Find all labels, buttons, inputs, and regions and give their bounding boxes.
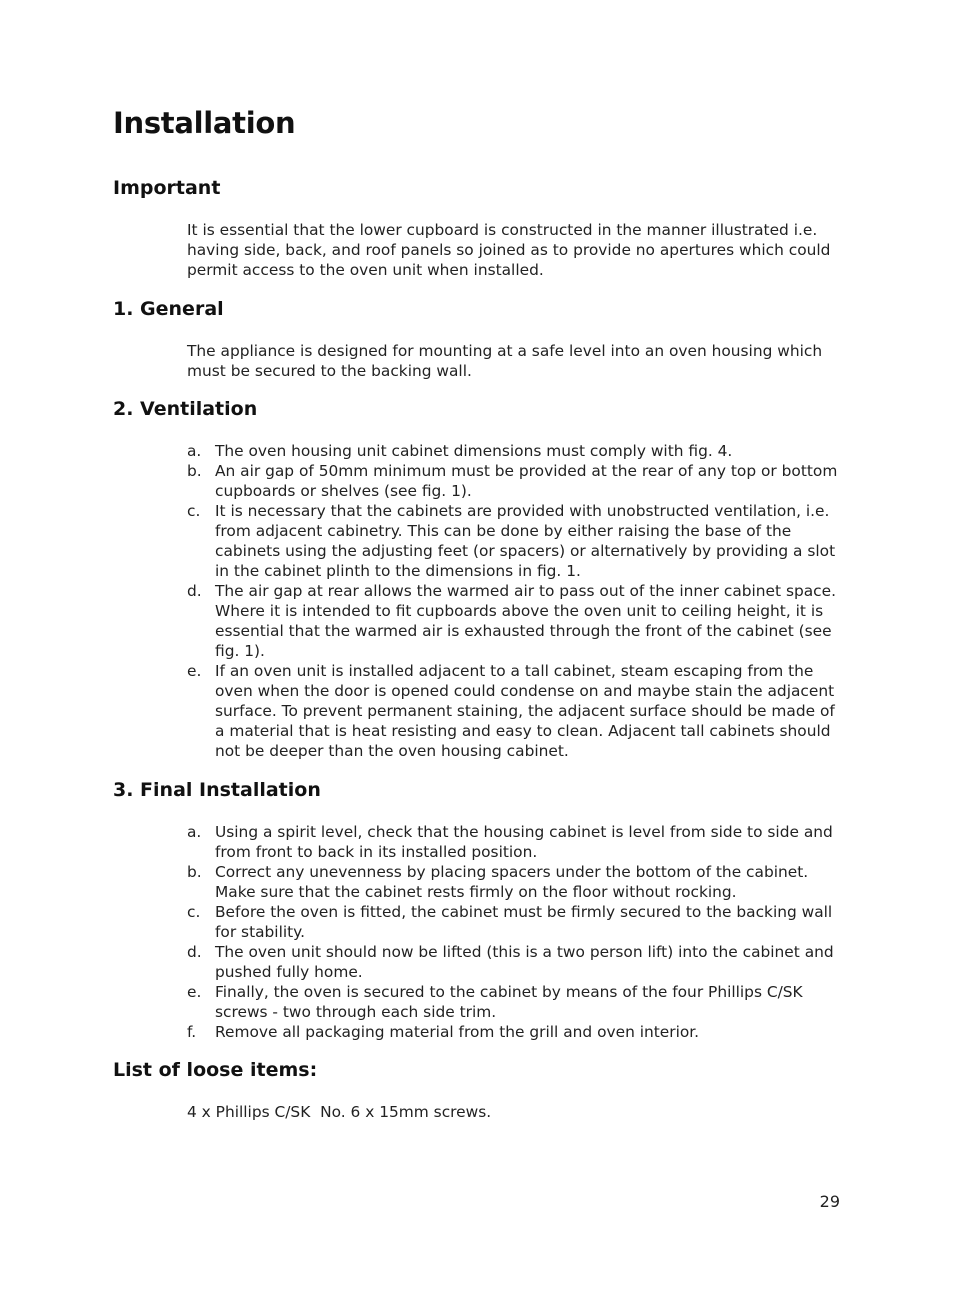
general-text: The appliance is designed for mounting at a safe level into an oven housing which must be secured to the backing wall. xyxy=(187,342,823,380)
list-marker: d. xyxy=(187,943,202,961)
list-item xyxy=(187,661,847,761)
ventilation-list xyxy=(187,441,847,761)
list-marker: b. xyxy=(187,462,202,480)
list-item xyxy=(187,581,847,661)
list-item-text: Finally, the oven is secured to the cabinet by means of the four Phillips C/SK screws - two through each side trim. xyxy=(215,983,803,1021)
list-marker: c. xyxy=(187,903,201,921)
list-item-text: It is necessary that the cabinets are provided with unobstructed ventilation, i.e. from adjacent cabinetry. This can be done by either raising the base of the cabinets using the adjusting feet (or spacers) or alternatively by providing a slot in the cabinet plinth to the dimensions in fig. 1. xyxy=(215,502,836,580)
list-marker: a. xyxy=(187,442,202,460)
final-installation-heading: 3. Final Installation xyxy=(113,779,321,801)
important-text: It is essential that the lower cupboard is constructed in the manner illustrated i.e. having side, back, and roof panels so joined as to provide no apertures which could permit access to the oven unit when installed. xyxy=(187,221,831,279)
general-heading: 1. General xyxy=(113,298,224,320)
list-item-text: The oven unit should now be lifted (this is a two person lift) into the cabinet and pushed fully home. xyxy=(215,943,834,981)
list-item xyxy=(187,982,847,1022)
list-item-text: Correct any unevenness by placing spacers under the bottom of the cabinet. Make sure that the cabinet rests firmly on the floor without rocking. xyxy=(215,863,809,901)
page-number: 29 xyxy=(819,1192,840,1211)
list-item xyxy=(187,862,847,902)
list-item xyxy=(187,822,847,862)
list-item xyxy=(187,441,847,461)
list-marker: e. xyxy=(187,662,202,680)
list-item xyxy=(187,1022,847,1042)
list-marker: d. xyxy=(187,582,202,600)
final-installation-list xyxy=(187,822,847,1042)
important-heading: Important xyxy=(113,177,221,199)
list-item xyxy=(187,902,847,942)
list-marker: a. xyxy=(187,823,202,841)
list-marker: f. xyxy=(187,1023,197,1041)
list-item-text: Before the oven is fitted, the cabinet must be firmly secured to the backing wall for stability. xyxy=(215,903,833,941)
loose-items-text: 4 x Phillips C/SK No. 6 x 15mm screws. xyxy=(187,1103,492,1121)
list-item xyxy=(187,501,847,581)
list-marker: e. xyxy=(187,983,202,1001)
list-item-text: The oven housing unit cabinet dimensions must comply with fig. 4. xyxy=(215,442,733,460)
list-marker: b. xyxy=(187,863,202,881)
page-title: Installation xyxy=(113,106,296,140)
list-item-text: Using a spirit level, check that the housing cabinet is level from side to side and from front to back in its installed position. xyxy=(215,823,833,861)
ventilation-heading: 2. Ventilation xyxy=(113,398,258,420)
list-item-text: Remove all packaging material from the grill and oven interior. xyxy=(215,1023,700,1041)
list-marker: c. xyxy=(187,502,201,520)
list-item-text: If an oven unit is installed adjacent to a tall cabinet, steam escaping from the oven when the door is opened could condense on and maybe stain the adjacent surface. To prevent permanent staining, the adjacent surface should be made of a material that is heat resisting and easy to clean. Adjacent tall cabinets should not be deeper than the oven housing cabinet. xyxy=(215,662,835,760)
list-item xyxy=(187,942,847,982)
list-item-text: The air gap at rear allows the warmed air to pass out of the inner cabinet space. Where it is intended to fit cupboards above the oven unit to ceiling height, it is essential that the warmed air is exhausted through the front of the cabinet (see fig. 1). xyxy=(215,582,836,660)
list-item xyxy=(187,461,847,501)
loose-items-heading: List of loose items: xyxy=(113,1059,318,1081)
list-item-text: An air gap of 50mm minimum must be provided at the rear of any top or bottom cupboards or shelves (see fig. 1). xyxy=(215,462,838,500)
